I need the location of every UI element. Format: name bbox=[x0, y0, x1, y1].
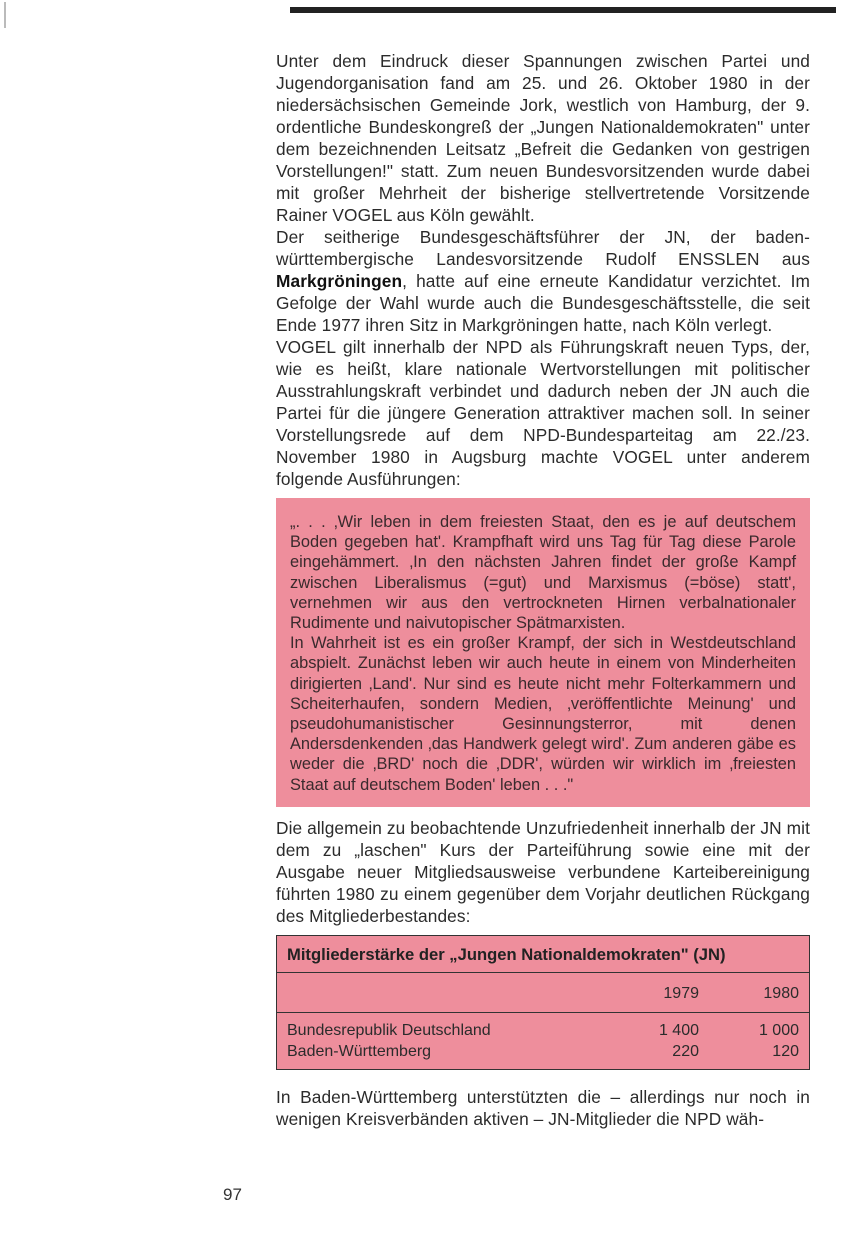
quote-box bbox=[276, 498, 810, 807]
quote-paragraph-2: In Wahrheit ist es ein großer Krampf, der sich in Westdeutschland abspielt. Zunächst leben wir auch heute in einem von Minderheiten dirigierten ‚Land'. Nur sind es heute nicht mehr Folterkammern und Scheiterhaufen, sondern Medien, ‚veröffentlichte Meinung' und pseudohumanistischer Gesinnungsterror, mit denen Andersdenkenden ‚das Handwerk gelegt wird'. Zum anderen gäbe es weder die ‚BRD' noch die ‚DDR', würden wir wirklich im ‚freiesten Staat auf deutschem Boden' leben . . ." bbox=[290, 634, 796, 794]
text-column bbox=[276, 50, 810, 1130]
table-row bbox=[287, 1041, 799, 1062]
row-value-1980: 120 bbox=[772, 1042, 799, 1060]
paragraph-vogel: VOGEL gilt innerhalb der NPD als Führungskraft neuen Typs, der, wie es heißt, klare nationale Wertvorstellungen mit politischer Ausstrahlungskraft verbindet und dadurch neben der JN auch die Partei für die jüngere Generation attraktiver machen soll. In seiner Vorstellungsrede auf dem NPD-Bundesparteitag am 22./23. November 1980 in Augsburg machte VOGEL unter anderem folgende Ausführungen: bbox=[276, 337, 810, 489]
row-value-1979: 1 400 bbox=[658, 1021, 699, 1039]
paragraph-membership-decline: Die allgemein zu beobachtende Unzufriedenheit innerhalb der JN mit dem zu „laschen" Kurs der Parteiführung sowie eine mit der Ausgabe neuer Mitgliedsausweise verbundene Karteibereinigung führten 1980 zu einem gegenüber dem Vorjahr deutlichen Rückgang des Mitgliederbestandes: bbox=[276, 817, 810, 926]
row-label: Bundesrepublik Deutschland bbox=[287, 1021, 491, 1039]
row-value-1980: 1 000 bbox=[758, 1021, 799, 1039]
row-value-1979: 220 bbox=[672, 1042, 699, 1060]
table-header-1980: 1980 bbox=[763, 984, 799, 1002]
page-number: 97 bbox=[223, 1185, 242, 1204]
paragraph-ensslen-end: , hatte auf eine erneute Kandidatur verzichtet. Im Gefolge der Wahl wurde auch die Bundesgeschäftsstelle, die seit Ende 1977 ihren Sitz in Markgröningen hatte, nach Köln verlegt. bbox=[276, 271, 810, 335]
paragraph-bw-support: In Baden-Württemberg unterstützten die – allerdings nur noch in wenigen Kreisverbänden aktiven – JN-Mitglieder die NPD wäh- bbox=[276, 1086, 810, 1129]
membership-table bbox=[276, 935, 810, 1070]
table-header-row bbox=[277, 973, 809, 1013]
scan-edge-mark bbox=[4, 2, 6, 28]
row-label: Baden-Württemberg bbox=[287, 1042, 432, 1060]
table-header-1979: 1979 bbox=[663, 984, 699, 1002]
top-rule bbox=[290, 7, 836, 13]
place-markgroeningen: Markgröningen bbox=[276, 271, 403, 291]
paragraph-ensslen bbox=[276, 226, 810, 336]
table-row bbox=[287, 1020, 799, 1041]
table-title: Mitgliederstärke der „Jungen Nationaldemokraten" (JN) bbox=[277, 936, 809, 973]
paragraph-ensslen-start: Der seitherige Bundesgeschäftsführer der JN, der baden-württembergische Landesvorsitzende Rudolf ENSSLEN aus bbox=[276, 227, 810, 269]
paragraph-congress: Unter dem Eindruck dieser Spannungen zwischen Partei und Jugendorganisation fand am 25. und 26. Oktober 1980 in der niedersächsischen Gemeinde Jork, westlich von Hamburg, der 9. ordentliche Bundeskongreß der „Jungen Nationaldemokraten" unter dem bezeichnenden Leitsatz „Befreit die Gedanken von gestrigen Vorstellungen!" statt. Zum neuen Bundesvorsitzenden wurde dabei mit großer Mehrheit der bisherige stellvertretende Vorsitzende Rainer VOGEL aus Köln gewählt. bbox=[276, 51, 810, 225]
table-body bbox=[277, 1013, 809, 1069]
quote-paragraph-1: „. . . ‚Wir leben in dem freiesten Staat, den es je auf deutschem Boden gegeben hat'. Krampfhaft wird uns Tag für Tag diese Parole eingehämmert. ‚In den nächsten Jahren findet der große Kampf zwischen Liberalismus (=gut) und Marxismus (=böse) statt', vernehmen wir aus den vertrockneten Hirnen verbalnationaler Rudimente und naivutopischer Spätmarxisten. bbox=[290, 513, 796, 633]
